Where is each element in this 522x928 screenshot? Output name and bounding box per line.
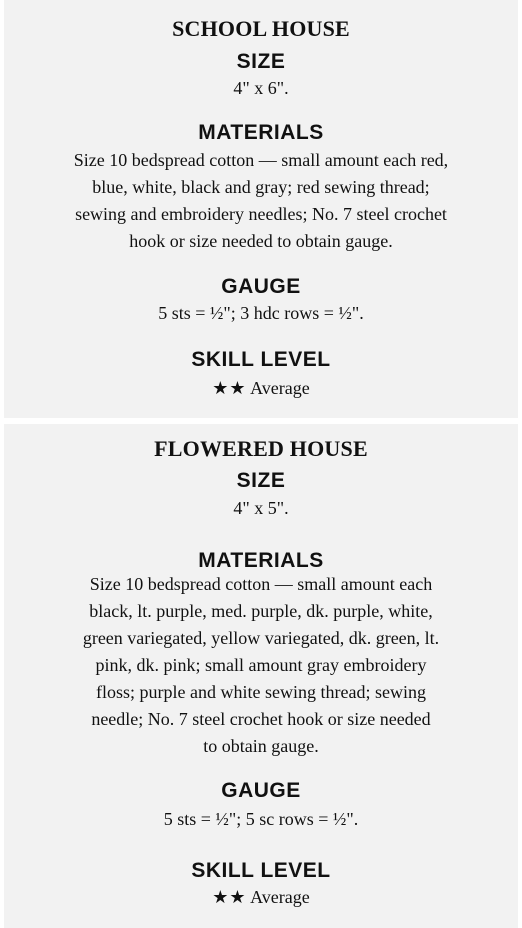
materials-line: blue, white, black and gray; red sewing thread; [92, 177, 430, 197]
flowered-house-skill-level [4, 884, 518, 911]
school-house-gauge-heading: GAUGE [221, 275, 301, 298]
school-house-skill-level [4, 375, 518, 402]
materials-line: pink, dk. pink; small amount gray embroidery [95, 655, 427, 675]
school-house-title: SCHOOL HOUSE [172, 16, 350, 41]
flowered-house-title: FLOWERED HOUSE [154, 436, 368, 461]
materials-line: Size 10 bedspread cotton — small amount each [89, 574, 433, 594]
skill-level-value: Average [250, 378, 310, 398]
materials-line: black, lt. purple, med. purple, dk. purple, white, [89, 601, 433, 621]
flowered-house-gauge-heading: GAUGE [221, 779, 301, 802]
flowered-house-size-value: 4" x 5". [233, 498, 289, 518]
flowered-house-materials-text [4, 571, 518, 760]
star-icon: ★★ [212, 887, 247, 907]
flowered-house-panel [4, 424, 518, 928]
materials-line: to obtain gauge. [203, 736, 319, 756]
flowered-house-materials-heading: MATERIALS [198, 549, 324, 572]
flowered-house-skill-heading: SKILL LEVEL [191, 859, 331, 882]
skill-level-value: Average [250, 887, 310, 907]
school-house-panel [4, 0, 518, 418]
school-house-gauge-value: 5 sts = ½"; 3 hdc rows = ½". [158, 303, 364, 323]
star-icon: ★★ [212, 378, 247, 398]
school-house-skill-heading: SKILL LEVEL [191, 348, 331, 371]
school-house-materials-heading: MATERIALS [198, 121, 324, 144]
materials-line: green variegated, yellow variegated, dk. green, lt. [82, 628, 440, 648]
school-house-materials-text [4, 147, 518, 255]
materials-line: needle; No. 7 steel crochet hook or size needed [91, 709, 431, 729]
school-house-size-value: 4" x 6". [233, 78, 289, 98]
materials-line: floss; purple and white sewing thread; sewing [96, 682, 426, 702]
materials-line: sewing and embroidery needles; No. 7 steel crochet [75, 204, 447, 224]
flowered-house-gauge-value: 5 sts = ½"; 5 sc rows = ½". [163, 809, 359, 829]
materials-line: hook or size needed to obtain gauge. [129, 231, 393, 251]
school-house-size-heading: SIZE [236, 50, 286, 73]
flowered-house-size-heading: SIZE [236, 469, 286, 492]
materials-line: Size 10 bedspread cotton — small amount each red, [73, 150, 449, 170]
